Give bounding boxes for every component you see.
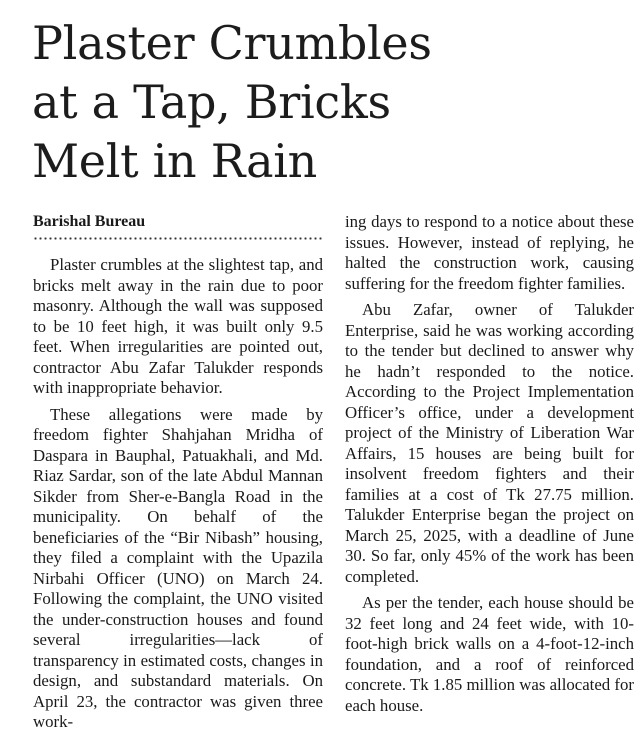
headline-line-1: Plaster Crumbles	[32, 16, 432, 70]
paragraph: Abu Zafar, owner of Talukder Enterprise, said he was working according to the tender but declined to answer why he hadn’t responded to the notice. According to the Project Implementation Officer’s office, under a development project of the Ministry of Liberation War Affairs, 15 houses are being built for insolvent freedom fighters and their families at a cost of Tk 27.75 million. Talukder Enterprise began the project on March 25, 2025, with a deadline of June 30. So far, only 45% of the work has been completed.	[345, 300, 634, 586]
article-headline	[32, 14, 632, 191]
article-column-1	[33, 255, 323, 733]
headline-line-3: Melt in Rain	[32, 134, 317, 188]
article-column-2	[345, 212, 634, 716]
headline-line-2: at a Tap, Bricks	[32, 75, 391, 129]
paragraph: Plaster crumbles at the slightest tap, and bricks melt away in the rain due to poor masonry. Although the wall was supposed to be 10 feet high, it was built only 9.5 feet. When irregularities are pointed out, contractor Abu Zafar Talukder responds with inappropriate behavior.	[33, 255, 323, 397]
dotted-divider	[33, 237, 323, 240]
paragraph: ing days to respond to a notice about these issues. However, instead of replying, he halted the construction work, causing suffering for the freedom fighter families.	[345, 212, 634, 293]
paragraph: These allegations were made by freedom fighter Shahjahan Mridha of Daspara in Bauphal, Patuakhali, and Md. Riaz Sardar, son of the late Abdul Mannan Sikder from Sher-e-Bangla Road in the municipality. On behalf of the beneficiaries of the “Bir Nibash” housing, they filed a complaint with the Upazila Nirbahi Officer (UNO) on March 24. Following the complaint, the UNO visited the under-construction houses and found several irregularities—lack of transparency in estimated costs, changes in design, and substandard materials. On April 23, the contractor was given three work-	[33, 404, 323, 731]
paragraph: As per the tender, each house should be 32 feet long and 24 feet wide, with 10-foot-high brick walls on a 4-foot-12-inch foundation, and a roof of reinforced concrete. Tk 1.85 million was allocated for each house.	[345, 593, 634, 715]
byline: Barishal Bureau	[33, 213, 146, 230]
